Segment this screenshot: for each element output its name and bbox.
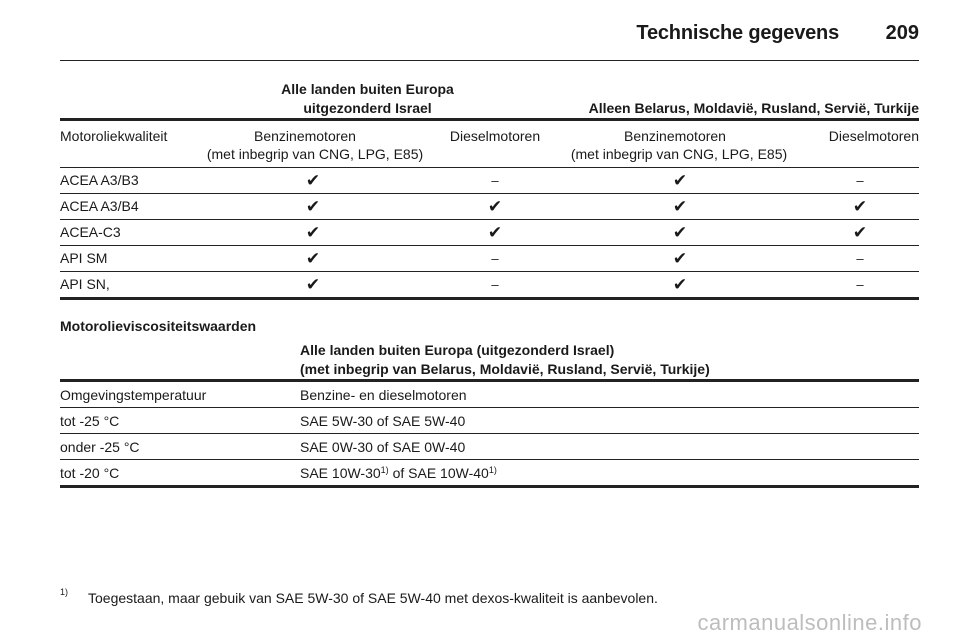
watermark: carmanualsonline.info [697, 610, 922, 635]
page-title: Technische gegevens [636, 22, 839, 44]
check-icon: ✔ [487, 223, 503, 242]
check-icon: ✔ [305, 171, 321, 190]
page-header [60, 18, 919, 61]
footnote-ref: 1) [380, 465, 389, 475]
oil-quality-group-header [60, 80, 919, 121]
table-row [60, 168, 919, 194]
viscosity-cell [300, 465, 497, 482]
col-header-temperature: Omgevingstemperatuur [60, 387, 207, 403]
temperature-cell: onder -25 °C [60, 439, 140, 455]
quality-label: API SN, [60, 276, 110, 292]
col-header-petrol-a: Benzinemotoren [254, 128, 356, 144]
check-icon: ✔ [487, 197, 503, 216]
col-header-quality: Motoroliekwaliteit [60, 128, 168, 144]
viscosity-head-line2: (met inbegrip van Belarus, Moldavië, Rusland, Servië, Turkije) [300, 361, 710, 377]
check-icon: ✔ [852, 197, 868, 216]
quality-label: ACEA-C3 [60, 224, 121, 240]
quality-label: API SM [60, 250, 108, 266]
petrol-note-b: (met inbegrip van CNG, LPG, E85) [570, 146, 788, 162]
viscosity-value-part1: SAE 10W-30 [300, 465, 381, 481]
dash-icon: – [491, 173, 499, 188]
viscosity-cell: SAE 0W-30 of SAE 0W-40 [300, 439, 466, 455]
check-icon: ✔ [305, 223, 321, 242]
footnote-ref: 1) [488, 465, 497, 475]
temperature-cell: tot -20 °C [60, 465, 120, 481]
group-a-line2: uitgezonderd Israel [303, 100, 432, 116]
dash-icon: – [856, 251, 864, 266]
group-header-selected-countries: Alleen Belarus, Moldavië, Rusland, Servië, Turkije [588, 100, 919, 116]
group-header-all-countries [265, 80, 470, 118]
table-row [60, 408, 919, 434]
footnote-mark: 1) [60, 587, 69, 597]
dash-icon: – [491, 277, 499, 292]
check-icon: ✔ [672, 275, 688, 294]
viscosity-head-line1: Alle landen buiten Europa (uitgezonderd Israel) [300, 342, 615, 358]
petrol-note-a: (met inbegrip van CNG, LPG, E85) [206, 146, 424, 162]
col-header-diesel-a: Dieselmotoren [449, 128, 541, 144]
check-icon: ✔ [672, 249, 688, 268]
viscosity-value-part2: of SAE 10W-40 [388, 465, 489, 481]
quality-label: ACEA A3/B3 [60, 172, 139, 188]
viscosity-section-title: Motorolieviscositeitswaarden [60, 318, 257, 334]
check-icon: ✔ [672, 197, 688, 216]
dash-icon: – [491, 251, 499, 266]
check-icon: ✔ [852, 223, 868, 242]
table-row [60, 220, 919, 246]
check-icon: ✔ [305, 275, 321, 294]
dash-icon: – [856, 173, 864, 188]
oil-quality-column-header [60, 121, 919, 168]
col-header-petrol-b: Benzinemotoren [624, 128, 726, 144]
footnote-text: Toegestaan, maar gebuik van SAE 5W-30 of SAE 5W-40 met dexos-kwaliteit is aanbevolen. [88, 590, 658, 606]
table-row [60, 272, 919, 300]
check-icon: ✔ [672, 223, 688, 242]
table-row [60, 194, 919, 220]
group-a-line1: Alle landen buiten Europa [281, 81, 454, 97]
table-row [60, 460, 919, 488]
check-icon: ✔ [672, 171, 688, 190]
viscosity-column-header [60, 382, 919, 408]
oil-quality-table [60, 80, 919, 300]
viscosity-table [60, 340, 919, 488]
table-row [60, 246, 919, 272]
table-row [60, 434, 919, 460]
check-icon: ✔ [305, 249, 321, 268]
temperature-cell: tot -25 °C [60, 413, 120, 429]
col-header-engines: Benzine- en dieselmotoren [300, 387, 467, 403]
check-icon: ✔ [305, 197, 321, 216]
page-number: 209 [885, 22, 919, 44]
viscosity-cell: SAE 5W-30 of SAE 5W-40 [300, 413, 466, 429]
dash-icon: – [856, 277, 864, 292]
quality-label: ACEA A3/B4 [60, 198, 139, 214]
viscosity-group-header [60, 340, 919, 382]
col-header-diesel-b: Dieselmotoren [828, 128, 919, 144]
